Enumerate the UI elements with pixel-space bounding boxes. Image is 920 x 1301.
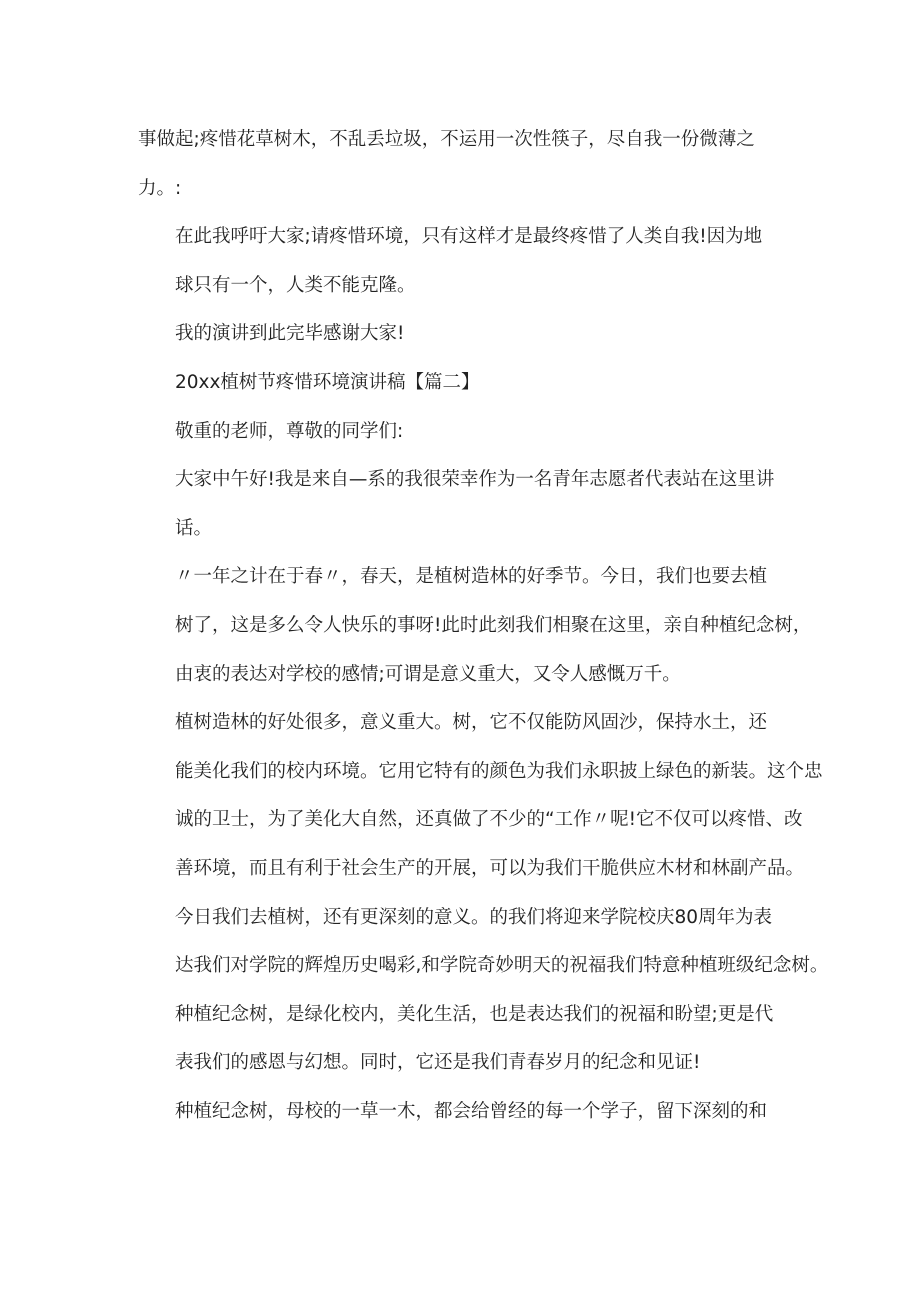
document-paragraph	[138, 408, 783, 457]
text-line: 种植纪念树，是绿化校内，美化生活，也是表达我们的祝福和盼望;更是代	[175, 1003, 774, 1025]
document-paragraph	[138, 116, 783, 213]
text-line: 〃一年之计在于春〃，春天，是植树造林的好季节。今日，我们也要去植	[175, 566, 768, 588]
text-line: 力。:	[138, 177, 182, 199]
text-line: 事做起;疼惜花草树木，不乱丢垃圾，不运用一次性筷子，尽自我一份微薄之	[138, 129, 755, 150]
document-paragraph	[138, 699, 823, 893]
text-line: 达我们对学院的辉煌历史喝彩,和学院奇妙明天的祝福我们特意种植班级纪念树。	[175, 955, 829, 977]
document-paragraph	[138, 1088, 783, 1137]
text-line: 善环境，而且有利于社会生产的开展，可以为我们干脆供应木材和林副产品。	[175, 857, 805, 879]
text-line: 植树造林的好处很多，意义重大。树，它不仅能防风固沙，保持水土，还	[175, 712, 768, 734]
text-line: 话。	[175, 517, 213, 539]
text-line: 树了，这是多么令人快乐的事呀!此时此刻我们相聚在这里，亲自种植纪念树，	[175, 614, 812, 636]
text-line: 今日我们去植树，还有更深刻的意义。的我们将迎来学院校庆80周年为表	[175, 906, 773, 928]
text-line: 我的演讲到此完毕感谢大家!	[175, 323, 405, 345]
text-line: 种植纪念树，母校的一草一木，都会给曾经的每一个学子，留下深刻的和	[175, 1100, 768, 1122]
text-line: 由衷的表达对学校的感情;可谓是意义重大，又令人感慨万千。	[175, 663, 681, 685]
text-line: 表我们的感恩与幻想。同时，它还是我们青春岁月的纪念和见证!	[175, 1052, 701, 1074]
document-paragraph	[138, 310, 783, 359]
text-line: 大家中午好!我是来自—系的我很荣幸作为一名青年志愿者代表站在这里讲	[175, 469, 775, 491]
document-paragraph	[138, 456, 783, 553]
document-paragraph	[138, 991, 783, 1088]
document-paragraph	[138, 213, 783, 310]
document-body	[138, 116, 829, 1136]
text-line: 20xx植树节疼惜环境演讲稿【篇二】	[175, 371, 480, 393]
text-line: 能美化我们的校内环境。它用它特有的颜色为我们永职披上绿色的新装。这个忠	[175, 760, 823, 782]
text-line: 诚的卫士，为了美化大自然，还真做了不少的“工作〃呢!它不仅可以疼惜、改	[175, 809, 803, 831]
document-paragraph	[138, 894, 829, 991]
document-paragraph	[138, 359, 783, 408]
text-line: 球只有一个，人类不能克隆。	[175, 274, 416, 296]
document-paragraph	[138, 553, 812, 699]
text-line: 敬重的老师，尊敬的同学们:	[175, 420, 404, 442]
text-line: 在此我呼吁大家;请疼惜环境，只有这样才是最终疼惜了人类自我!因为地	[175, 226, 763, 248]
